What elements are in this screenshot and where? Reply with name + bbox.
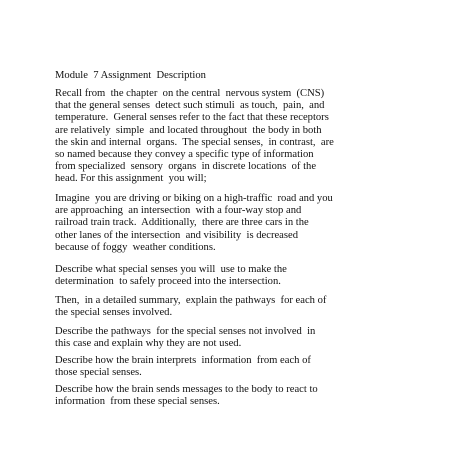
scenario-paragraph [55,193,333,254]
paragraph-line: that the general senses detect such stimuli as touch, pain, and [55,100,325,112]
paragraph-line: are relatively simple and located throughout the body in both [55,124,322,136]
paragraph-line: Describe what special senses you will use to make the [55,264,287,275]
paragraph-line: information from these special senses. [55,396,220,408]
paragraph-line: determination to safely proceed into the intersection. [55,276,281,288]
paragraph-line: those special senses. [55,367,142,379]
paragraph-line: because of foggy weather conditions. [55,241,216,253]
paragraph-line: this case and explain why they are not used. [55,338,242,350]
paragraph-line: are approaching an intersection with a four-way stop and [55,205,302,217]
task-paragraph-5 [55,384,318,408]
document-title: Module 7 Assignment Description [55,70,206,81]
paragraph-line: the skin and internal organs. The special senses, in contrast, are [55,136,334,148]
paragraph-line: Describe how the brain sends messages to the body to react to [55,384,318,395]
paragraph-line: the special senses involved. [55,307,173,319]
paragraph-line: head. For this assignment you will; [55,173,207,185]
paragraph-line: Then, in a detailed summary, explain the pathways for each of [55,295,327,306]
paragraph-line: other lanes of the intersection and visibility is decreased [55,229,298,241]
paragraph-line: Describe the pathways for the special senses not involved in [55,326,316,337]
paragraph-line: so named because they convey a specific type of information [55,149,314,161]
paragraph-line: Imagine you are driving or biking on a high-traffic road and you [55,193,333,204]
paragraph-line: from specialized sensory organs in discrete locations of the [55,161,317,173]
intro-paragraph [55,88,334,186]
paragraph-line: Recall from the chapter on the central nervous system (CNS) [55,88,325,99]
task-paragraph-2 [55,295,326,319]
task-paragraph-4 [55,355,311,379]
task-paragraph-3 [55,326,315,350]
task-paragraph-1 [55,264,287,288]
paragraph-line: Describe how the brain interprets information from each of [55,355,311,366]
paragraph-line: railroad train track. Additionally, there are three cars in the [55,217,309,229]
paragraph-line: temperature. General senses refer to the fact that these receptors [55,112,329,124]
